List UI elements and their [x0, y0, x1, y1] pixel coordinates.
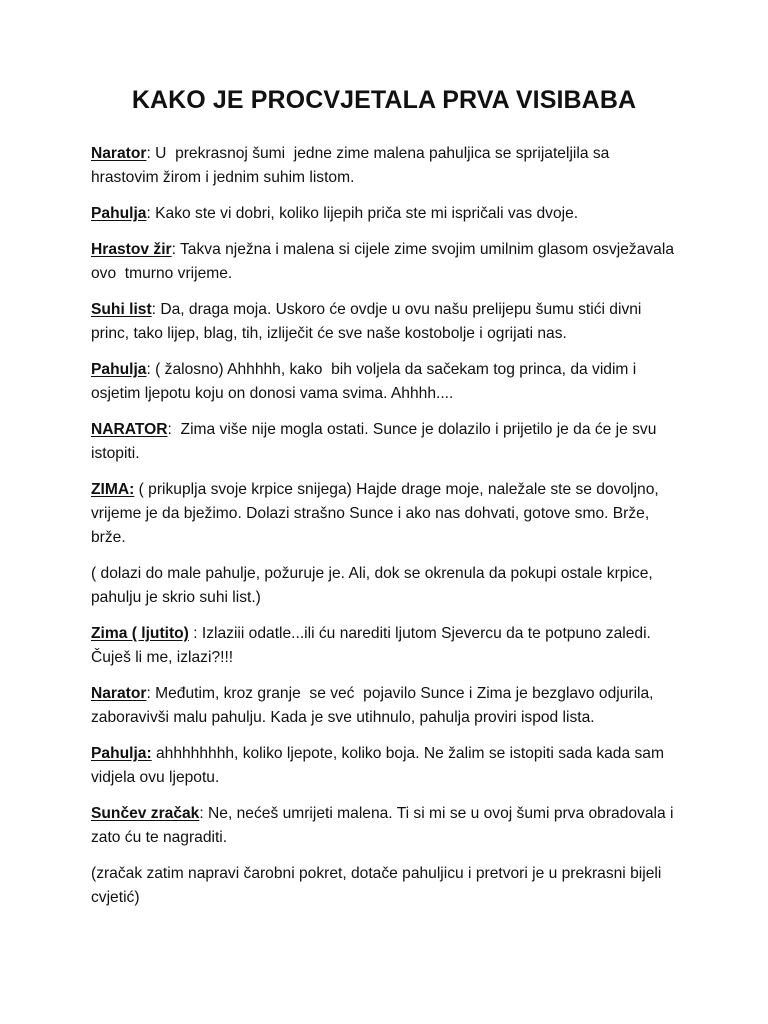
dialogue-paragraph [91, 802, 677, 850]
speaker-separator: : [199, 805, 204, 822]
speaker-separator: : [171, 241, 176, 258]
paragraph-text: Kako ste vi dobri, koliko lijepih priča ste mi ispričali vas dvoje. [150, 205, 579, 222]
paragraph-text: Takva nježna i malena si cijele zime svojim umilnim glasom osvježavala ovo tmurno vrijeme. [91, 241, 679, 282]
paragraph-text: Međutim, kroz granje se već pojavilo Sunce i Zima je bezglavo odjurila, zaboravivši malu pahulju. Kada je sve utihnulo, pahulja proviri ispod lista. [91, 685, 658, 726]
paragraph-text: U prekrasnoj šumi jedne zime malena pahuljica se sprijateljila sa hrastovim žirom i jednim suhim listom. [91, 145, 614, 186]
dialogue-paragraph [91, 202, 677, 226]
document-body [91, 142, 677, 922]
paragraph-text: Zima više nije mogla ostati. Sunce je dolazilo i prijetilo je da će je svu istopiti. [91, 421, 661, 462]
speaker-separator: : [146, 361, 151, 378]
dialogue-paragraph [91, 418, 677, 466]
paragraph-text: Da, draga moja. Uskoro će ovdje u ovu našu prelijepu šumu stići divni princ, tako lijep, blag, tih, izliječit će sve naše kostobolje i ogrijati nas. [91, 301, 646, 342]
dialogue-paragraph [91, 298, 677, 346]
speaker-separator: : [146, 685, 151, 702]
paragraph-text: : Izlaziii odatle...ili ću narediti ljutom Sjevercu da te potpuno zaledi. Čuješ li me, izlazi?!!! [91, 625, 656, 666]
speaker-separator: : [151, 301, 156, 318]
dialogue-paragraph [91, 742, 677, 790]
speaker-label: Pahulja: [91, 745, 152, 762]
document-title: KAKO JE PROCVJETALA PRVA VISIBABA [131, 86, 637, 114]
speaker-label: Zima ( ljutito) [91, 625, 189, 642]
speaker-label: Sunčev zračak [91, 805, 200, 822]
dialogue-paragraph [91, 622, 677, 670]
paragraph-text: ( dolazi do male pahulje, požuruje je. Ali, dok se okrenula da pokupi ostale krpice, pahulju je skrio suhi list.) [91, 565, 658, 606]
speaker-separator: : [146, 145, 151, 162]
paragraph-text: ( žalosno) Ahhhhh, kako bih voljela da sačekam tog princa, da vidim i osjetim ljepotu koju on donosi vama svima. Ahhhh.... [91, 361, 641, 402]
speaker-label: ZIMA: [91, 481, 135, 498]
dialogue-paragraph [91, 682, 677, 730]
dialogue-paragraph [91, 478, 677, 550]
speaker-label: Narator [91, 145, 147, 162]
paragraph-text: (zračak zatim napravi čarobni pokret, dotače pahuljicu i pretvori je u prekrasni bijeli cvjetić) [91, 865, 666, 906]
speaker-separator: : [167, 421, 172, 438]
speaker-label: NARATOR [91, 421, 168, 438]
speaker-label: Suhi list [91, 301, 152, 318]
dialogue-paragraph [91, 862, 677, 910]
dialogue-paragraph [91, 358, 677, 406]
dialogue-paragraph [91, 142, 677, 190]
dialogue-paragraph [91, 562, 677, 610]
dialogue-paragraph [91, 238, 677, 286]
speaker-label: Hrastov žir [91, 241, 172, 258]
speaker-label: Pahulja [91, 361, 147, 378]
paragraph-text: ahhhhhhhh, koliko ljepote, koliko boja. Ne žalim se istopiti sada kada sam vidjela ovu ljepotu. [91, 745, 669, 786]
paragraph-text: ( prikuplja svoje krpice snijega) Hajde drage moje, naležale ste se dovoljno, vrijeme je da bježimo. Dolazi strašno Sunce i ako nas dohvati, gotove smo. Brže, brže. [91, 481, 664, 546]
speaker-label: Narator [91, 685, 147, 702]
speaker-label: Pahulja [91, 205, 147, 222]
speaker-separator: : [146, 205, 151, 222]
paragraph-text: Ne, nećeš umrijeti malena. Ti si mi se u ovoj šumi prva obradovala i zato ću te nagraditi. [91, 805, 678, 846]
